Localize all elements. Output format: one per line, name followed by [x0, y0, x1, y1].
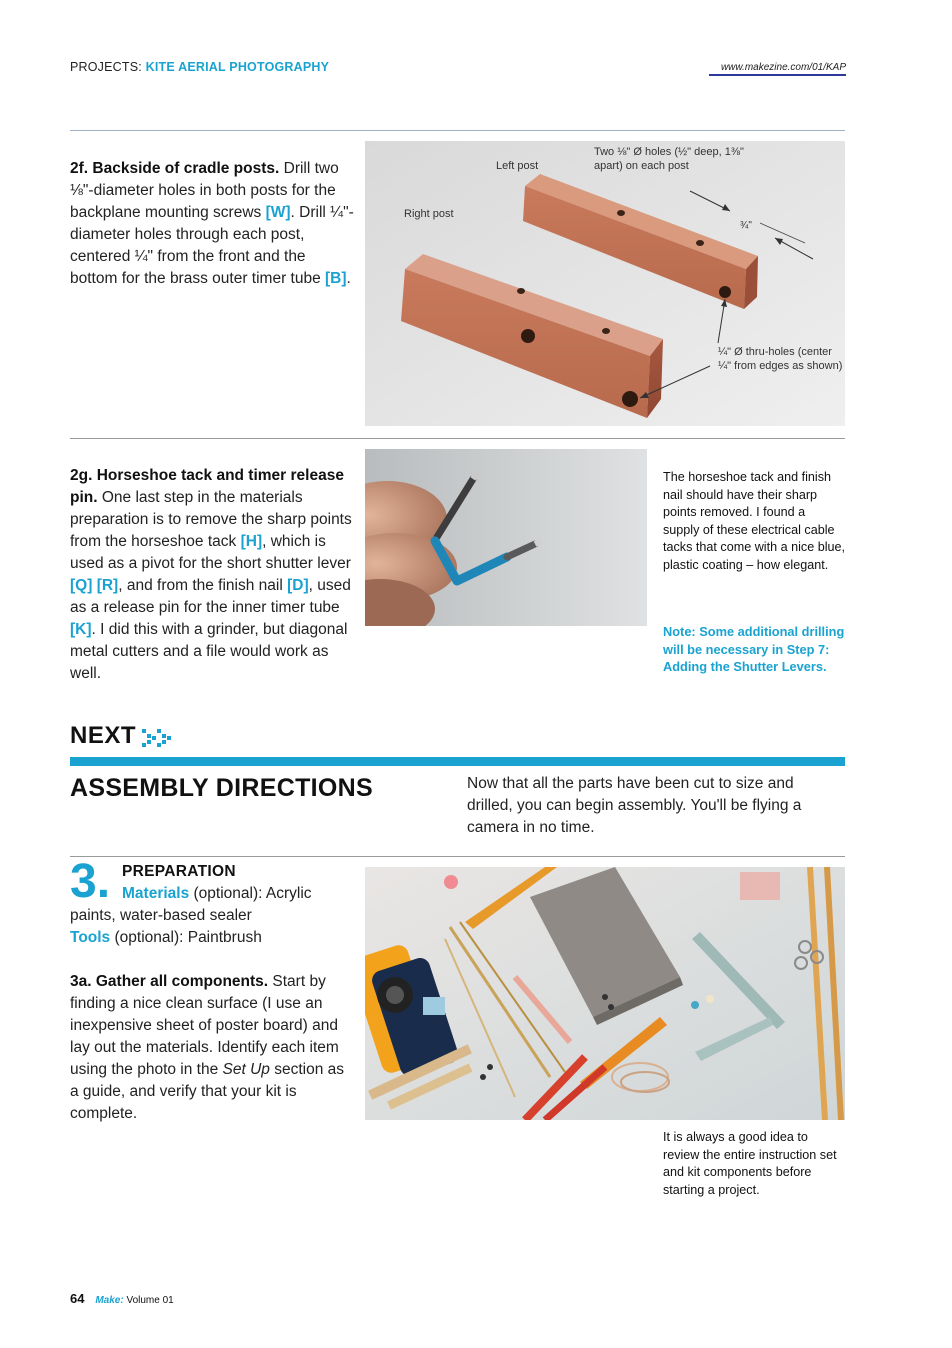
thru-holes-label: ¼" Ø thru-holes (center ¼" from edges as shown)	[718, 346, 843, 372]
step-2f-body-2: . Drill ¼"-diameter holes through each post, centered ¼" from the front and the bottom for the brass outer timer tube	[70, 204, 354, 287]
materials-text: (optional): Acrylic paints, water-based sealer	[70, 885, 312, 924]
step-3-number: 3.	[70, 855, 111, 908]
ref-k: [K]	[70, 621, 92, 638]
step-2f-title: 2f. Backside of cradle posts.	[70, 160, 280, 177]
preparation-heading: PREPARATION	[122, 863, 236, 880]
step-2g-text	[70, 465, 355, 685]
materials-line	[70, 883, 355, 927]
section-title: KITE AERIAL PHOTOGRAPHY	[145, 60, 330, 74]
section-label	[70, 60, 329, 74]
next-label: NEXT	[70, 722, 137, 749]
tools-line	[70, 927, 355, 949]
double-chevron-icon	[140, 727, 174, 749]
next-heading	[70, 722, 136, 750]
step-3a-body-1: Start by finding a nice clean surface (I use an inexpensive sheet of poster board) and lay out the materials. Identify each item using the photo in the	[70, 973, 339, 1078]
ref-q: [Q]	[70, 577, 93, 594]
set-up-emphasis: Set Up	[222, 1061, 270, 1078]
horseshoe-tack-illustration	[365, 449, 647, 626]
step-2g-body-4: , and from the finish nail	[118, 577, 288, 594]
step-2g-body-5: , used as a release pin for the inner timer tube	[70, 577, 351, 616]
top-divider	[70, 130, 845, 131]
step-2g-body-2: , which is used as a pivot for the short shutter lever	[70, 533, 351, 572]
assembly-intro: Now that all the parts have been cut to size and drilled, you can begin assembly. You'll be flying a camera in no time.	[467, 775, 802, 836]
section-prefix: PROJECTS:	[70, 60, 146, 74]
components-photo	[365, 867, 845, 1120]
step-2g-body-6: . I did this with a grinder, but diagonal metal cutters and a file would work as well.	[70, 621, 348, 682]
page-number: 64	[70, 1291, 85, 1306]
step-3a-body-2: section as a guide, and verify that your kit is complete.	[70, 1061, 345, 1122]
tools-label: Tools	[70, 929, 111, 946]
right-post-label: Right post	[404, 208, 454, 220]
drilling-note: Note: Some additional drilling will be necessary in Step 7: Adding the Shutter Levers.	[663, 624, 845, 674]
make-logo: Make:	[95, 1295, 124, 1306]
step-2f-body-3: .	[346, 270, 351, 287]
ref-h: [H]	[240, 533, 263, 550]
horseshoe-tack-photo	[365, 449, 647, 626]
ref-d: [D]	[287, 577, 309, 594]
step-3a-text	[70, 971, 355, 1125]
tack-caption: The horseshoe tack and finish nail should have their sharp points removed. I found a supply of these electrical cable tacks that come with a nice blue, plastic coating – how elegant.	[663, 470, 846, 572]
step-3a-title: 3a. Gather all components.	[70, 973, 269, 990]
dimension-label: ¾"	[740, 220, 752, 231]
volume-label: Volume 01	[123, 1295, 174, 1306]
materials-label: Materials	[122, 885, 190, 902]
divider-2g	[70, 438, 845, 439]
cradle-posts-photo	[365, 141, 845, 426]
page-footer	[70, 1291, 174, 1306]
step-2f-body-1: Drill two ⅛"-diameter holes in both posts for the backplane mounting screws	[70, 160, 339, 221]
assembly-heading: ASSEMBLY DIRECTIONS	[70, 774, 373, 802]
header-url-link[interactable]: www.makezine.com/01/KAP	[709, 62, 846, 76]
step-2g-title: 2g. Horseshoe tack and timer release pin.	[70, 467, 344, 506]
step-2f-text	[70, 158, 355, 290]
cradle-posts-illustration	[365, 141, 845, 426]
step-2g-body-1: One last step in the materials preparation is to remove the sharp points from the horseshoe tack	[70, 489, 352, 550]
ref-r: [R]	[96, 577, 119, 594]
ref-w: [W]	[265, 204, 291, 221]
tools-text: (optional): Paintbrush	[110, 929, 262, 946]
components-illustration	[365, 867, 845, 1120]
divider-step-3	[70, 856, 845, 857]
left-post-label: Left post	[496, 160, 539, 172]
holes-label: Two ⅛" Ø holes (½" deep, 1⅜" apart) on each post	[594, 146, 744, 172]
components-caption: It is always a good idea to review the entire instruction set and kit components before starting a project.	[663, 1130, 837, 1197]
ref-b: [B]	[325, 270, 347, 287]
next-bar	[70, 757, 845, 766]
